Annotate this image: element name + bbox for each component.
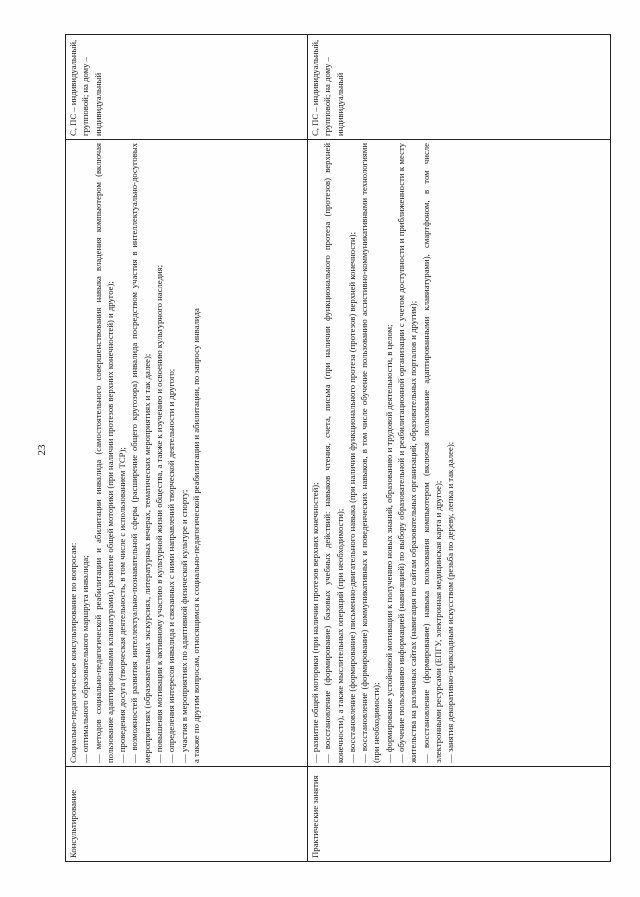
content-cell [66,140,308,767]
content-line: — участия в мероприятиях по адаптивной физической культуре и спорту; [178,489,189,763]
content-line: — развитие общей моторики (при наличии протезов верхних конечностей); [310,482,320,763]
content-line: — восстановление (формирование) навыка пользования компьютером (включая пользование адаптированными клавиатурами), смартфоном, в том числе электронными ресурсами (ЕПГУ, электронная медицинская карта и другое); [420,143,443,763]
services-table [65,34,611,862]
content-line: — формирование устойчивой мотивации к получению новых знаний, образованию и трудовой деятельности, в целом; [383,324,394,763]
table-row [308,35,611,862]
content-line: Социально-педагогическое консультирование по вопросам: [68,542,78,763]
form-cell [308,35,611,140]
form-label: С, ПС – индивидуальный, групповой; на дому – индивидуальный [310,39,345,136]
content-line: — методов социально-педагогической реабилитации и абилитации инвалида (самостоятельного совершенствования навыка владения компьютером (включая пользование адаптированными клавиатурами), развитие общей моторики (при наличии протезов верхних конечностей) и другое); [92,143,115,763]
page-number: 23 [36,444,48,456]
content-line: — определения интересов инвалида и связанных с ними направлений творческой деятельности и другого; [166,368,177,763]
category-cell [308,767,611,862]
form-cell [66,35,308,140]
content-line: — занятия декоративно-прикладным искусством (резьба по дереву, лепка и так далее); [445,441,456,763]
content-line: — возможностей развития интеллектуально-познавательной сферы (расширение общего кругозора) инвалида посредством участия в интеллектуально-досуговых мероприятиях (образовательных экскурсиях, литературных вечерах, тематических мероприятиях и так далее); [129,143,152,763]
category-cell [66,767,308,862]
category-label: Консультирование [68,789,78,858]
category-label: Практические занятия [310,775,320,858]
content-line: — восстановление (формирование) базовых учебных действий: навыков чтения, счета, письма (при наличии функционального протеза (протезов) верхней конечности), а также мыслительных операций (при необходимости); [322,143,345,763]
content-line: — повышения мотивации к активному участию в культурной жизни общества, а также к изучению и освоению культурного наследия; [154,264,165,763]
content-line: — проведения досуга (творческая деятельность, в том числе с использованием ТСР); [117,447,128,763]
rotated-table-wrapper [65,35,610,862]
content-line: — оптимального образовательного маршрута инвалида; [80,555,91,763]
table-row [66,35,308,862]
content-line: — обучение пользованию информацией (навигацией) по выбору образовательной и реабилитационной организации с учетом доступности и приближенности к месту жительства на различных сайтах (навигация по сайтам образовательных организаций, образовательных порталов и другим); [396,143,419,763]
document-sheet [65,35,610,862]
content-line: — восстановление (формирование) письменно-двигательного навыка (при наличии функционального протеза (протезов) верхней конечности); [346,232,357,763]
content-line: а также по другим вопросам, относящимся к социально-педагогической реабилитации и абилитации, по запросу инвалида [190,308,201,763]
content-cell [308,140,611,767]
content-line: — восстановление (формирование) коммуникативных и поведенческих навыков, в том числе обучение пользованию ассистивно-коммуникативными технологиями (при необходимости); [359,143,382,763]
form-label: С, ПС – индивидуальный, групповой; на дому – индивидуальный [68,39,103,136]
